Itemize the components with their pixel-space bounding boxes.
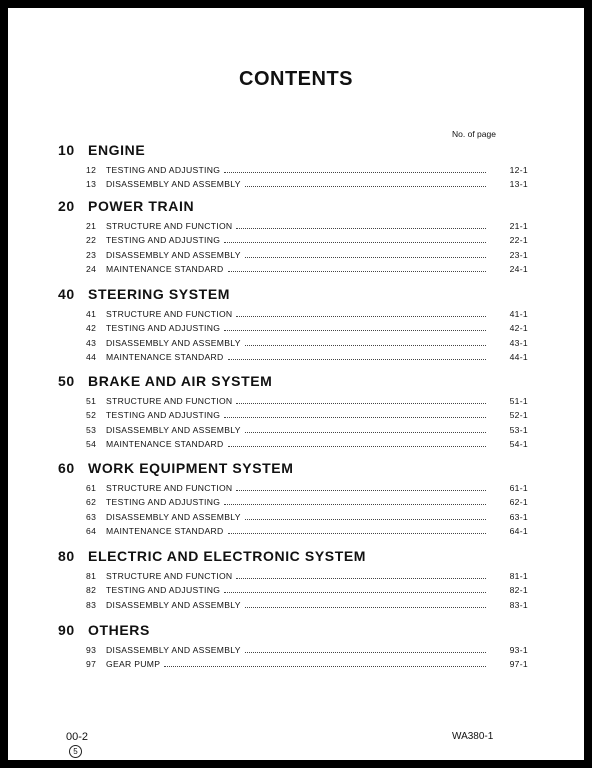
dot-leader (228, 358, 486, 360)
section-90 (58, 621, 528, 669)
entry-title: TESTING AND ADJUSTING (106, 323, 221, 334)
entry-number: 43 (86, 337, 97, 348)
entry-title: DISASSEMBLY AND ASSEMBLY (106, 511, 241, 522)
model-number: WA380-1 (452, 731, 494, 742)
entry-title: TESTING AND ADJUSTING (106, 235, 221, 246)
section-heading (58, 372, 528, 390)
entry-page: 97-1 (509, 659, 528, 670)
entry-page: 93-1 (509, 644, 528, 655)
entry-title: GEAR PUMP (106, 659, 161, 670)
section-heading (58, 285, 528, 303)
entry-page: 13-1 (509, 179, 528, 190)
section-number: 20 (58, 198, 75, 214)
section-60 (58, 459, 528, 536)
dot-leader (224, 329, 486, 331)
toc-entry (58, 304, 528, 319)
section-40 (58, 285, 528, 362)
entry-title: TESTING AND ADJUSTING (106, 410, 221, 421)
toc-entry (58, 319, 528, 334)
entry-page: 23-1 (509, 249, 528, 260)
toc-entry (58, 160, 528, 175)
toc-entry (58, 507, 528, 522)
dot-leader (245, 606, 486, 608)
dot-leader (224, 591, 486, 593)
revision-mark: 5 (69, 745, 82, 758)
toc-entry (58, 640, 528, 655)
page-number: 00-2 (66, 731, 89, 743)
entry-page: 53-1 (509, 424, 528, 435)
entry-title: DISASSEMBLY AND ASSEMBLY (106, 249, 241, 260)
section-heading (58, 141, 528, 159)
entry-title: TESTING AND ADJUSTING (106, 497, 221, 508)
entry-page: 51-1 (509, 395, 528, 406)
entry-page: 64-1 (509, 526, 528, 537)
dot-leader (224, 241, 486, 243)
entry-page: 82-1 (509, 585, 528, 596)
dot-leader (245, 344, 486, 346)
entry-title: MAINTENANCE STANDARD (106, 526, 224, 537)
entry-page: 83-1 (509, 599, 528, 610)
entry-number: 12 (86, 164, 97, 175)
entry-page: 24-1 (509, 264, 528, 275)
toc-entry (58, 581, 528, 596)
entry-title: STRUCTURE AND FUNCTION (106, 395, 233, 406)
entry-title: MAINTENANCE STANDARD (106, 264, 224, 275)
entry-number: 63 (86, 511, 97, 522)
entry-title: DISASSEMBLY AND ASSEMBLY (106, 599, 241, 610)
toc-entry (58, 478, 528, 493)
entry-number: 51 (86, 395, 97, 406)
toc-entry (58, 655, 528, 670)
page-title: CONTENTS (239, 68, 353, 90)
entry-number: 62 (86, 497, 97, 508)
toc-entry (58, 391, 528, 406)
toc-entry (58, 406, 528, 421)
toc-entry (58, 175, 528, 190)
entry-title: MAINTENANCE STANDARD (106, 352, 224, 363)
section-number: 60 (58, 460, 75, 476)
entry-number: 93 (86, 644, 97, 655)
dot-leader (245, 651, 486, 653)
entry-number: 23 (86, 249, 97, 260)
toc-entry (58, 420, 528, 435)
entry-number: 13 (86, 179, 97, 190)
section-heading (58, 197, 528, 215)
entry-number: 81 (86, 570, 97, 581)
entry-title: STRUCTURE AND FUNCTION (106, 308, 233, 319)
entry-page: 52-1 (509, 410, 528, 421)
dot-leader (228, 532, 486, 534)
section-heading (58, 459, 528, 477)
section-heading (58, 547, 528, 565)
entry-title: TESTING AND ADJUSTING (106, 585, 221, 596)
dot-leader (236, 577, 486, 579)
toc-entry (58, 522, 528, 537)
entry-page: 81-1 (509, 570, 528, 581)
toc-entry (58, 260, 528, 275)
entry-title: DISASSEMBLY AND ASSEMBLY (106, 337, 241, 348)
column-header: No. of page (452, 129, 496, 139)
entry-number: 82 (86, 585, 97, 596)
section-number: 10 (58, 142, 75, 158)
entry-title: TESTING AND ADJUSTING (106, 164, 221, 175)
entry-number: 44 (86, 352, 97, 363)
entry-number: 64 (86, 526, 97, 537)
entry-title: DISASSEMBLY AND ASSEMBLY (106, 424, 241, 435)
toc-entry (58, 595, 528, 610)
section-title: STEERING SYSTEM (88, 286, 231, 302)
entry-title: STRUCTURE AND FUNCTION (106, 482, 233, 493)
toc-entry (58, 216, 528, 231)
dot-leader (236, 227, 486, 229)
section-50 (58, 372, 528, 449)
dot-leader (224, 503, 486, 505)
dot-leader (245, 256, 486, 258)
dot-leader (236, 402, 486, 404)
document-page (8, 8, 584, 760)
section-title: OTHERS (88, 622, 150, 638)
dot-leader (224, 416, 486, 418)
section-20 (58, 197, 528, 274)
entry-title: DISASSEMBLY AND ASSEMBLY (106, 644, 241, 655)
entry-page: 12-1 (509, 164, 528, 175)
section-number: 80 (58, 548, 75, 564)
entry-number: 61 (86, 482, 97, 493)
section-number: 50 (58, 373, 75, 389)
entry-page: 41-1 (509, 308, 528, 319)
toc-entry (58, 435, 528, 450)
entry-page: 21-1 (509, 220, 528, 231)
toc-entry (58, 231, 528, 246)
toc-entry (58, 566, 528, 581)
entry-title: MAINTENANCE STANDARD (106, 439, 224, 450)
entry-number: 41 (86, 308, 97, 319)
entry-number: 97 (86, 659, 97, 670)
toc-entry (58, 348, 528, 363)
dot-leader (245, 185, 486, 187)
entry-title: STRUCTURE AND FUNCTION (106, 570, 233, 581)
entry-number: 24 (86, 264, 97, 275)
entry-number: 52 (86, 410, 97, 421)
section-title: WORK EQUIPMENT SYSTEM (88, 460, 294, 476)
dot-leader (224, 171, 486, 173)
dot-leader (236, 315, 486, 317)
dot-leader (236, 489, 486, 491)
entry-page: 61-1 (509, 482, 528, 493)
entry-number: 53 (86, 424, 97, 435)
entry-page: 43-1 (509, 337, 528, 348)
entry-number: 42 (86, 323, 97, 334)
dot-leader (164, 665, 486, 667)
dot-leader (228, 445, 486, 447)
entry-page: 62-1 (509, 497, 528, 508)
section-heading (58, 621, 528, 639)
toc-entry (58, 493, 528, 508)
entry-number: 54 (86, 439, 97, 450)
entry-page: 54-1 (509, 439, 528, 450)
section-title: POWER TRAIN (88, 198, 195, 214)
section-title: ELECTRIC AND ELECTRONIC SYSTEM (88, 548, 367, 564)
entry-number: 21 (86, 220, 97, 231)
entry-page: 44-1 (509, 352, 528, 363)
dot-leader (245, 431, 486, 433)
toc-entry (58, 245, 528, 260)
entry-page: 63-1 (509, 511, 528, 522)
section-title: BRAKE AND AIR SYSTEM (88, 373, 273, 389)
section-number: 90 (58, 622, 75, 638)
section-number: 40 (58, 286, 75, 302)
entry-title: STRUCTURE AND FUNCTION (106, 220, 233, 231)
dot-leader (245, 518, 486, 520)
entry-number: 22 (86, 235, 97, 246)
section-80 (58, 547, 528, 610)
section-10 (58, 141, 528, 189)
entry-title: DISASSEMBLY AND ASSEMBLY (106, 179, 241, 190)
toc-entry (58, 333, 528, 348)
dot-leader (228, 270, 486, 272)
entry-page: 22-1 (509, 235, 528, 246)
entry-page: 42-1 (509, 323, 528, 334)
entry-number: 83 (86, 599, 97, 610)
section-title: ENGINE (88, 142, 146, 158)
